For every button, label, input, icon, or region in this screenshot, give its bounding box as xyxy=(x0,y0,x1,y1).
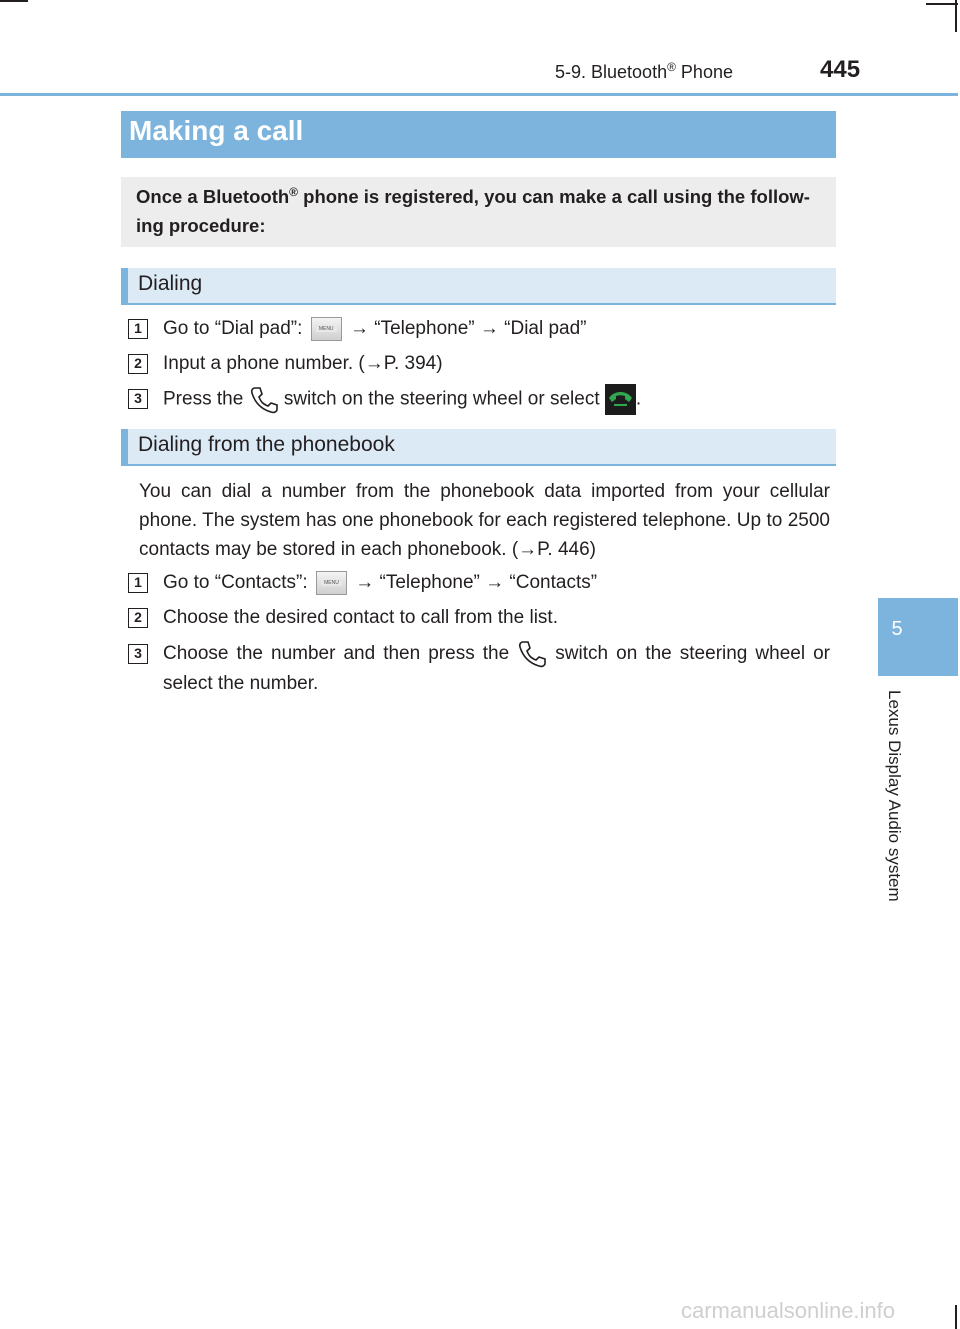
intro-text: Once a Bluetooth® phone is registered, you can make a call using the follow-ing procedure: xyxy=(136,184,810,236)
subheading-text: Dialing xyxy=(138,272,203,295)
section-title-bar xyxy=(121,111,836,158)
chapter-label: Lexus Display Audio system xyxy=(885,690,904,902)
subheading-phonebook xyxy=(121,429,836,466)
subheading-dialing xyxy=(121,268,836,305)
phonebook-step-3: 3 Choose the number and then press the switch on the steering wheel or select the number. xyxy=(128,639,830,698)
subheading-accent xyxy=(121,429,128,466)
crop-mark xyxy=(955,0,957,32)
step-number: 3 xyxy=(128,644,148,664)
phone-switch-icon xyxy=(249,385,279,415)
step-number: 2 xyxy=(128,354,148,374)
chapter-number: 5 xyxy=(891,618,903,640)
crop-mark xyxy=(0,0,28,2)
step-number: 2 xyxy=(128,608,148,628)
subheading-text: Dialing from the phonebook xyxy=(138,433,395,456)
crop-mark xyxy=(955,1305,957,1329)
menu-button-icon: MENU xyxy=(311,317,342,341)
dialing-step-3: 3 Press the switch on the steering wheel or select . xyxy=(128,384,830,415)
dialing-step-1: 1 Go to “Dial pad”: MENU → “Telephone” → “Dial pad” xyxy=(128,314,830,343)
subheading-accent xyxy=(121,268,128,305)
call-button-icon xyxy=(605,384,636,415)
page-number: 445 xyxy=(820,56,861,83)
phonebook-step-2: 2 Choose the desired contact to call from the list. xyxy=(128,603,830,632)
step-number: 3 xyxy=(128,389,148,409)
intro-box xyxy=(121,177,836,247)
chapter-tab xyxy=(878,598,958,676)
header-rule xyxy=(0,93,958,96)
section-title: Making a call xyxy=(129,115,304,146)
crop-mark xyxy=(926,3,958,5)
menu-button-icon: MENU xyxy=(316,571,347,595)
phone-switch-icon xyxy=(517,639,547,669)
dialing-step-2: 2 Input a phone number. (→P. 394) xyxy=(128,349,830,378)
phonebook-paragraph: You can dial a number from the phonebook data imported from your cellular phone. The system has one phonebook for each registered telephone. Up to 2500 contacts may be stored in each phonebook. (→P. 446) xyxy=(139,481,830,560)
watermark: carmanualsonline.info xyxy=(681,1298,896,1323)
step-number: 1 xyxy=(128,573,148,593)
section-header: 5-9. Bluetooth® Phone xyxy=(555,60,733,82)
phonebook-step-1: 1 Go to “Contacts”: MENU → “Telephone” → “Contacts” xyxy=(128,568,830,597)
step-number: 1 xyxy=(128,319,148,339)
